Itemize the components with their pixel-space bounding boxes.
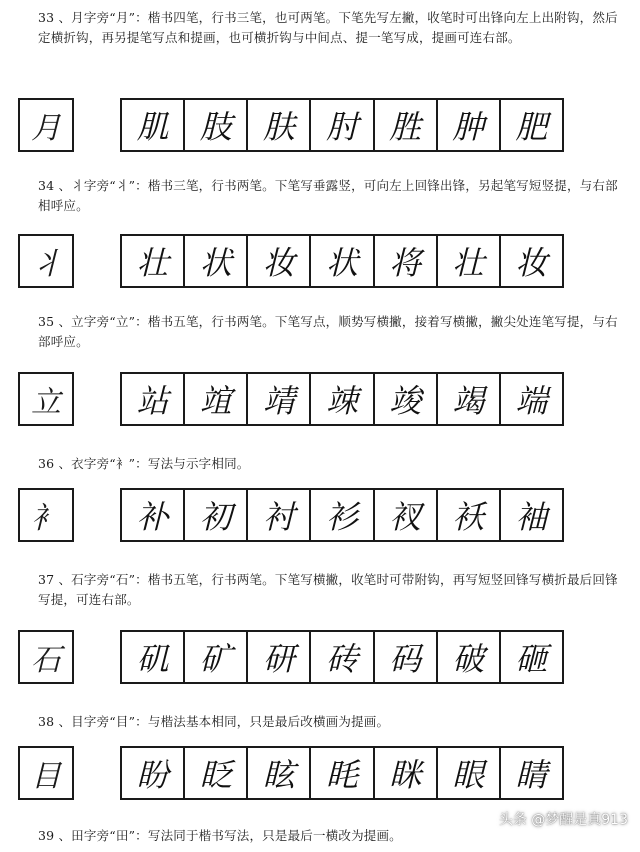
- example-character: 矶: [122, 632, 185, 682]
- entry-title: 33 、月字旁“月”：: [38, 10, 148, 25]
- example-character: 砖: [311, 632, 374, 682]
- entry-description: [14, 8, 626, 48]
- example-characters-row: [120, 488, 564, 542]
- example-character: 袖: [515, 498, 548, 536]
- example-character: 砸: [515, 640, 548, 678]
- radical-box: 丬: [18, 234, 74, 288]
- entry-title: 38 、目字旁“目”：: [38, 714, 148, 729]
- example-character: 靖: [248, 374, 311, 424]
- example-character: 眼: [438, 748, 501, 798]
- example-character: 壮: [122, 236, 185, 286]
- radical-box: 石: [18, 630, 74, 684]
- radical-box: 月: [18, 98, 74, 152]
- radical-box: 目: [18, 746, 74, 800]
- example-characters-row: [120, 234, 564, 288]
- example-character: 眊: [311, 748, 374, 798]
- entry-text: 楷书五笔，行书两笔。下笔写点，顺势写横撇，接着写横撇，撇尖处连笔写提，与右部呼应。: [38, 314, 618, 349]
- example-character: 衩: [375, 490, 438, 540]
- example-character: 肌: [122, 100, 185, 150]
- example-character: 妆: [248, 236, 311, 286]
- entry-description: [14, 712, 626, 732]
- example-character: 矿: [185, 632, 248, 682]
- entry-text: 楷书三笔，行书两笔。下笔写垂露竖，可向左上回锋出锋，另起笔写短竖提，与右部相呼应。: [38, 178, 618, 213]
- example-character: 竭: [438, 374, 501, 424]
- entry-title: 35 、立字旁“立”：: [38, 314, 148, 329]
- example-character: 竣: [375, 374, 438, 424]
- example-character: 睛: [515, 756, 548, 794]
- entry-title: 36 、衣字旁“衤”：: [38, 456, 148, 471]
- entry-text: 写法同于楷书写法，只是最后一横改为提画。: [147, 828, 402, 843]
- radical-box: 立: [18, 372, 74, 426]
- example-character: 衬: [248, 490, 311, 540]
- example-character: 肿: [438, 100, 501, 150]
- example-character: 竦: [311, 374, 374, 424]
- entry-description: [14, 176, 626, 216]
- example-character: 初: [185, 490, 248, 540]
- example-character: 肥: [515, 108, 548, 146]
- entry-text: 写法与示字相同。: [147, 456, 250, 471]
- example-character: 竩: [185, 374, 248, 424]
- entry-description: [14, 454, 626, 474]
- example-character: 状: [311, 236, 374, 286]
- entry-title: 39 、田字旁“田”：: [38, 828, 148, 843]
- example-character: 肘: [311, 100, 374, 150]
- example-character: 眯: [375, 748, 438, 798]
- watermark-label: 头条 @梦醒是真913: [495, 808, 632, 830]
- entry-text: 楷书四笔，行书三笔，也可两笔。下笔先写左撇，收笔时可出锋向左上出附钩，然后定横折钩，再另提笔写点和提画，也可横折钩与中间点、提一笔写成，提画可连右部。: [38, 10, 618, 45]
- example-characters-row: [120, 746, 564, 800]
- example-character: 将: [375, 236, 438, 286]
- example-character: 破: [438, 632, 501, 682]
- example-characters-row: [120, 98, 564, 152]
- radical-box: 衤: [18, 488, 74, 542]
- example-character: 状: [185, 236, 248, 286]
- example-characters-row: [120, 630, 564, 684]
- entry-description: [14, 570, 626, 610]
- example-character: 胜: [375, 100, 438, 150]
- example-character: 眩: [248, 748, 311, 798]
- entry-title: 37 、石字旁“石”：: [38, 572, 148, 587]
- entry-text: 楷书五笔，行书两笔。下笔写横撇，收笔时可带附钩，再写短竖回锋写横折最后回锋写提，可连右部。: [38, 572, 618, 607]
- example-character: 衫: [311, 490, 374, 540]
- example-character: 眨: [185, 748, 248, 798]
- example-character: 妆: [515, 244, 548, 282]
- example-character: 端: [515, 382, 548, 420]
- example-character: 研: [248, 632, 311, 682]
- example-character: 站: [122, 374, 185, 424]
- example-character: 码: [375, 632, 438, 682]
- example-character: 壮: [438, 236, 501, 286]
- example-character: 肤: [248, 100, 311, 150]
- example-character: 袄: [438, 490, 501, 540]
- example-character: 肢: [185, 100, 248, 150]
- entry-description: [14, 312, 626, 352]
- entry-title: 34 、丬字旁“丬”：: [38, 178, 148, 193]
- example-character: 盼: [122, 748, 185, 798]
- example-characters-row: [120, 372, 564, 426]
- example-character: 补: [122, 490, 185, 540]
- entry-text: 与楷法基本相同，只是最后改横画为提画。: [147, 714, 390, 729]
